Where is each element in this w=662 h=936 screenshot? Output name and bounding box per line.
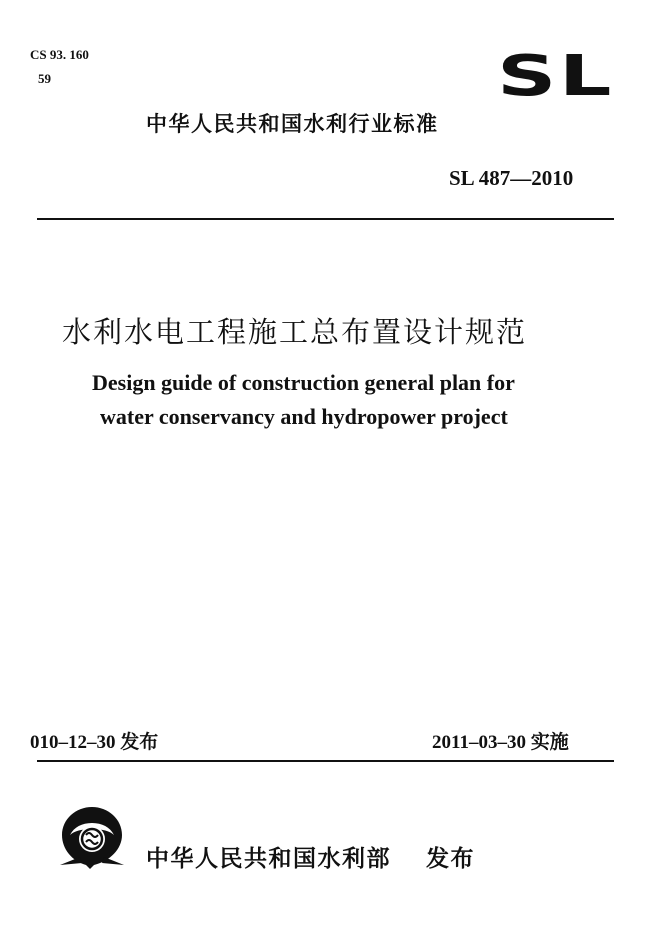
bottom-divider [37,760,614,762]
publish-action: 发布 [426,846,475,872]
title-chinese: 水利水电工程施工总布置设计规范 [62,315,528,349]
ministry-emblem-icon [56,805,128,871]
implementation-date: 2011–03–30 实施 [432,732,569,753]
ics-code: CS 93. 160 [30,47,89,62]
ccs-code: 59 [38,71,51,86]
publisher-name: 中华人民共和国水利部 [146,846,391,872]
standard-category: 中华人民共和国水利行业标准 [146,112,439,136]
title-english-line2: water conservancy and hydropower project [100,404,508,429]
sl-logo: SL [497,42,614,109]
top-divider [37,218,614,220]
title-english-line1: Design guide of construction general plan for [92,370,515,395]
issue-date: 010–12–30 发布 [30,732,159,753]
standard-number: SL 487—2010 [449,166,574,190]
